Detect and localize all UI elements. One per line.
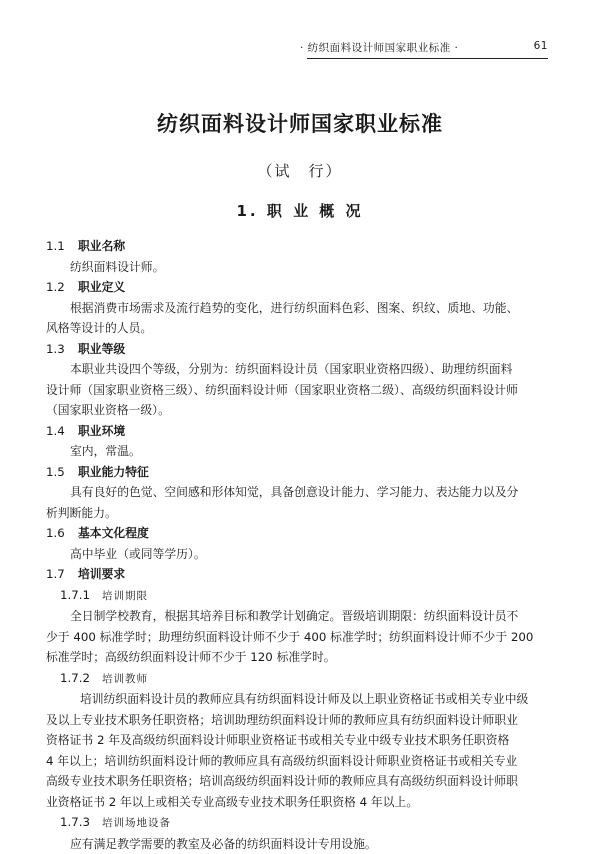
heading-label: 职业能力特征 <box>78 465 149 479</box>
heading-number: 1.5 <box>46 462 78 483</box>
paragraph-line: 业资格证书 2 年以上或相关专业高级专业技术职务任职资格 4 年以上。 <box>46 792 556 813</box>
subsection-heading <box>46 585 556 607</box>
running-head <box>300 40 548 55</box>
heading-label: 培训教师 <box>102 673 148 685</box>
paragraph-line: （国家职业资格一级）。 <box>46 400 556 421</box>
heading-number: 1.6 <box>46 523 78 544</box>
heading-number: 1.7.3 <box>60 812 102 833</box>
paragraph-line: 4 年以上；培训纺织面料设计师的教师应具有高级纺织面料设计师职业资格证书或相关专业 <box>46 751 556 772</box>
heading-number: 1.7 <box>46 564 78 585</box>
paragraph-line: 根据消费市场需求及流行趋势的变化，进行纺织面料色彩、图案、织纹、质地、功能、 <box>46 298 556 319</box>
paragraph-line: 析判断能力。 <box>46 503 556 524</box>
section-subheading <box>46 462 556 483</box>
heading-label: 职业环境 <box>78 424 125 438</box>
subsection-heading <box>46 812 556 834</box>
paragraph-line: 具有良好的色觉、空间感和形体知觉，具备创意设计能力、学习能力、表达能力以及分 <box>46 482 556 503</box>
heading-number: 1.7.2 <box>60 668 102 689</box>
heading-label: 基本文化程度 <box>78 526 149 540</box>
document-body <box>46 236 556 854</box>
heading-number: 1.4 <box>46 421 78 442</box>
section-subheading <box>46 523 556 544</box>
header-rule <box>307 58 548 59</box>
paragraph-line: 纺织面料设计师。 <box>46 257 556 278</box>
paragraph-line: 培训纺织面料设计员的教师应具有纺织面料设计师及以上职业资格证书或相关专业中级 <box>46 689 556 710</box>
paragraph-line: 高中毕业（或同等学历）。 <box>46 544 556 565</box>
heading-label: 职业等级 <box>78 342 125 356</box>
paragraph-line: 少于 400 标准学时；助理纺织面料设计师不少于 400 标准学时；纺织面料设计师不少于 200 <box>46 627 556 648</box>
heading-label: 培训期限 <box>102 590 148 602</box>
section-heading: 1. 职 业 概 况 <box>0 200 600 221</box>
section-subheading <box>46 564 556 585</box>
section-subheading <box>46 421 556 442</box>
heading-label: 职业名称 <box>78 239 125 253</box>
paragraph-line: 资格证书 2 年及高级纺织面料设计师职业资格证书或相关专业中级专业技术职务任职资格 <box>46 730 556 751</box>
section-subheading <box>46 277 556 298</box>
section-subheading <box>46 236 556 257</box>
heading-label: 培训要求 <box>78 567 125 581</box>
paragraph-line: 全日制学校教育，根据其培养目标和教学计划确定。晋级培训期限：纺织面料设计员不 <box>46 606 556 627</box>
heading-label: 培训场地设备 <box>102 817 171 829</box>
paragraph-line: 设计师（国家职业资格三级）、纺织面料设计师（国家职业资格二级）、高级纺织面料设计师 <box>46 380 556 401</box>
paragraph-line: 本职业共设四个等级，分别为：纺织面料设计员（国家职业资格四级）、助理纺织面料 <box>46 359 556 380</box>
page-number: 61 <box>534 40 548 55</box>
paragraph-line: 室内，常温。 <box>46 441 556 462</box>
heading-number: 1.1 <box>46 236 78 257</box>
subsection-heading <box>46 668 556 690</box>
heading-number: 1.3 <box>46 339 78 360</box>
paragraph-line: 应有满足教学需要的教室及必备的纺织面料设计专用设施。 <box>46 834 556 854</box>
paragraph-line: 风格等设计的人员。 <box>46 318 556 339</box>
document-title: 纺织面料设计师国家职业标准 <box>0 108 600 138</box>
running-head-title: · 纺织面料设计师国家职业标准 · <box>300 40 458 55</box>
document-subtitle: （试 行） <box>0 160 600 181</box>
heading-number: 1.2 <box>46 277 78 298</box>
paragraph-line: 高级专业技术职务任职资格；培训高级纺织面料设计师的教师应具有高级纺织面料设计师职 <box>46 771 556 792</box>
paragraph-line: 标准学时；高级纺织面料设计师不少于 120 标准学时。 <box>46 647 556 668</box>
paragraph-line: 及以上专业技术职务任职资格；培训助理纺织面料设计师的教师应具有纺织面料设计师职业 <box>46 710 556 731</box>
heading-label: 职业定义 <box>78 280 125 294</box>
section-subheading <box>46 339 556 360</box>
heading-number: 1.7.1 <box>60 585 102 606</box>
